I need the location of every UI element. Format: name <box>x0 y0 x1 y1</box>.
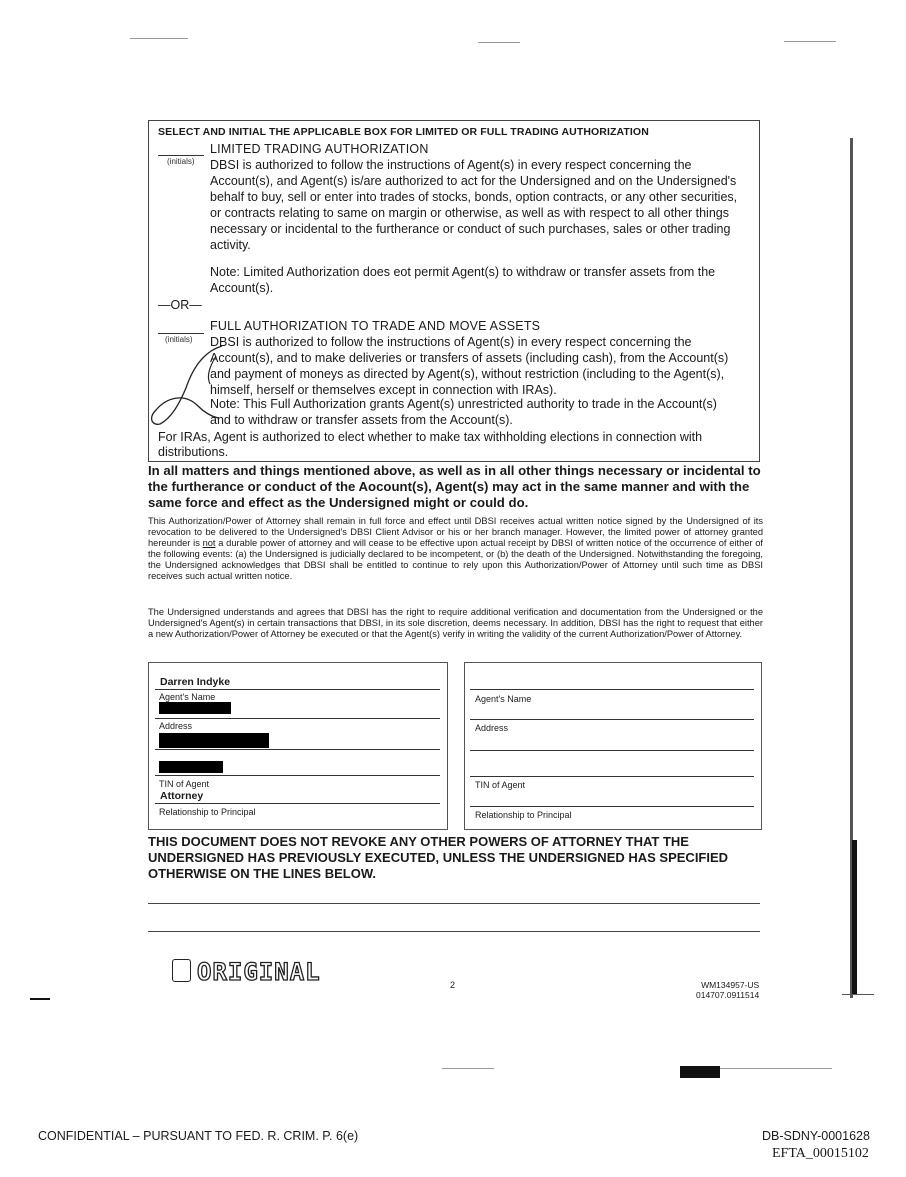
original-stamp-text: ORIGINAL <box>197 958 321 986</box>
agent-right-name-label: Agent's Name <box>475 694 532 704</box>
scan-artifact-line <box>720 1068 832 1069</box>
agent-left-address-label: Address <box>159 721 193 731</box>
agent-left-relationship-line <box>155 803 440 804</box>
stamp-box-icon <box>172 959 191 982</box>
agent-right-tin-line <box>470 776 754 777</box>
limited-note: Note: Limited Authorization does eot permit Agent(s) to withdraw or transfer assets from the Account(s). <box>210 265 716 295</box>
scan-artifact-line <box>130 38 188 39</box>
scan-artifact-mark <box>842 994 874 995</box>
agent-right-address-line-2 <box>470 750 754 751</box>
scan-edge-bar <box>852 840 857 995</box>
confidential-footer: CONFIDENTIAL – PURSUANT TO FED. R. CRIM. P. 6(e) <box>38 1129 359 1143</box>
agent-left-name-value: Darren Indyke <box>160 676 231 688</box>
full-initials-line <box>158 333 204 334</box>
fine-print-revocation-not: not <box>202 538 216 548</box>
form-id <box>696 980 759 1000</box>
full-initials-label: (initials) <box>165 335 193 344</box>
agent-left-tin-line <box>155 775 440 776</box>
efta-number: EFTA_00015102 <box>772 1146 869 1161</box>
agent-left-address-line-2 <box>155 749 440 750</box>
agent-left-relationship-label: Relationship to Principal <box>159 807 256 817</box>
fine-print-revocation <box>148 516 763 582</box>
fine-print-revocation-before: This Authorization/Power of Attorney shall remain in full force and effect until DBSI receives actual written notice signed by the Undersigned of its revocation to be delivered to the Undersigned's DBSI Client Advisor or his or her branch manager. However, the limited power of attorney granted hereunder is <box>148 516 763 548</box>
original-stamp <box>172 958 321 986</box>
specification-line-2 <box>148 931 760 932</box>
scan-artifact-line <box>442 1068 494 1069</box>
agent-right-name-line <box>470 689 754 690</box>
limited-initials-label: (initials) <box>167 157 195 166</box>
agent-right-address-label: Address <box>475 723 509 733</box>
redaction-block <box>159 733 269 748</box>
agent-left-tin-label: TIN of Agent <box>159 779 210 789</box>
page-number: 2 <box>450 980 456 990</box>
agent-left-relationship-value: Attorney <box>160 790 204 802</box>
agent-left-address-line <box>155 718 440 719</box>
full-heading: FULL AUTHORIZATION TO TRADE AND MOVE ASSETS <box>210 319 541 333</box>
limited-heading: LIMITED TRADING AUTHORIZATION <box>210 142 429 156</box>
scan-artifact-block <box>680 1066 720 1078</box>
redaction-block <box>159 761 223 773</box>
agent-right-relationship-line <box>470 806 754 807</box>
redaction-block <box>159 702 231 714</box>
scan-artifact-line <box>784 41 836 42</box>
all-matters-paragraph: In all matters and things mentioned above, as well as in all other things necessary or incidental to the furtherance or conduct of the Aocount(s), Agent(s) may act in the same manner and with the same force and effect as the Undersigned might or could do. <box>148 463 761 510</box>
revocation-notice: THIS DOCUMENT DOES NOT REVOKE ANY OTHER POWERS OF ATTORNEY THAT THE UNDERSIGNED HAS PREVIOUSLY EXECUTED, UNLESS THE UNDERSIGNED HAS SPECIFIED OTHERWISE ON THE LINES BELOW. <box>148 834 729 881</box>
full-note: Note: This Full Authorization grants Agent(s) unrestricted authority to trade in the Account(s) and to withdraw or transfer assets from the Account(s). <box>210 397 717 427</box>
limited-initials-line <box>158 155 204 156</box>
agent-right-box <box>464 662 762 830</box>
fine-print-revocation-after: a durable power of attorney and will cease to be effective upon actual receipt by DBSI of written notice of the occurrence of either of the following events: (a) the Undersigned is judicially declared to be incompetent, or (b) the death of the Undersigned. Notwithstanding the foregoing, the Undersigned acknowledges that DBSI shall be entitled to continue to rely upon this Authorization/Power of Attorney until such time as DBSI receives such actual written notice. <box>148 538 764 581</box>
scan-artifact-line <box>478 42 520 43</box>
agent-right-tin-label: TIN of Agent <box>475 780 526 790</box>
agent-right-address-line <box>470 719 754 720</box>
ira-note: For IRAs, Agent is authorized to elect whether to make tax withholding elections in connection with distributions. <box>158 430 703 459</box>
or-separator: —OR— <box>158 298 202 312</box>
form-id-line-2: 014707.0911514 <box>696 990 760 1000</box>
authorization-box-title: SELECT AND INITIAL THE APPLICABLE BOX FOR LIMITED OR FULL TRADING AUTHORIZATION <box>158 126 649 138</box>
agent-left-name-line <box>155 689 440 690</box>
initials-signature-mark <box>140 336 230 428</box>
full-body: DBSI is authorized to follow the instructions of Agent(s) in every respect concerning the Account(s), and to make deliveries or transfers of assets (including cash), from the Account(s) and payment of moneys as directed by Agent(s), without restriction (including to the Agent(s), himself, herself or themselves except in connection with IRAs). <box>210 335 729 397</box>
limited-body: DBSI is authorized to follow the instructions of Agent(s) in every respect concerning the Account(s), and Agent(s) is/are authorized to act for the Undersigned and on the Undersigned's behalf to buy, sell or enter into trades of stocks, bonds, option contracts, or any other securities, or contracts relating to same on margin or otherwise, as well as with respect to all other things necessary or incidental to the furtherance or conduct of such purchases, sales or other trading activity. <box>210 158 738 252</box>
form-id-line-1: WM134957-US <box>701 980 760 990</box>
specification-line-1 <box>148 903 760 904</box>
agent-left-name-label: Agent's Name <box>159 692 216 702</box>
bates-number: DB-SDNY-0001628 <box>762 1129 870 1143</box>
scan-artifact-mark <box>30 998 50 1000</box>
fine-print-verification: The Undersigned understands and agrees that DBSI has the right to require additional verification and documentation from the Undersigned or the Undersigned's Agent(s) in certain transactions that DBSI, in its sole discretion, deems necessary. In addition, DBSI has the right to request that either a new Authorization/Power of Attorney be executed or that the Agent(s) verify in writing the validity of the current Authorization/Power of Attorney. <box>148 607 763 639</box>
agent-right-relationship-label: Relationship to Principal <box>475 810 572 820</box>
